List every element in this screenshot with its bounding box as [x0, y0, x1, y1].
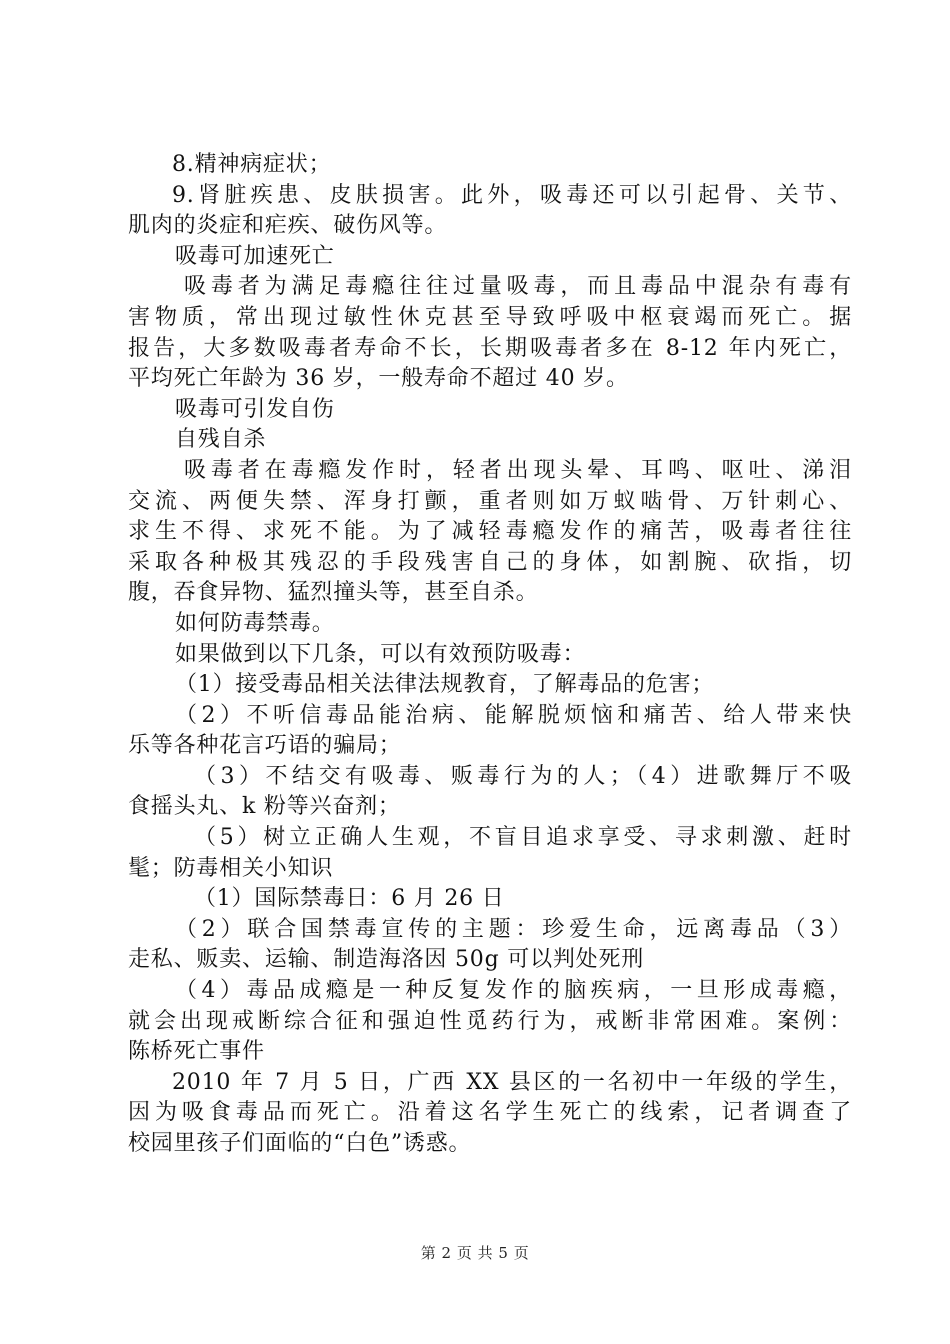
paragraph-line: 采取各种极其残忍的手段残害自己的身体，如割腕、砍指，切 [128, 549, 852, 575]
paragraph-line: 走私、贩卖、运输、制造海洛因 50g 可以判处死刑 [128, 947, 645, 973]
list-item: （1）接受毒品相关法律法规教育，了解毒品的危害； [175, 672, 715, 698]
paragraph-line: 校园里孩子们面临的“白色”诱惑。 [128, 1131, 472, 1156]
list-item: （2）不听信毒品能治病、能解脱烦恼和痛苦、给人带来快 [175, 702, 852, 728]
paragraph-line: 吸毒者在毒瘾发作时，轻者出现头晕、耳鸣、呕吐、涕泪 [184, 457, 852, 483]
paragraph-line: 乐等各种花言巧语的骗局； [128, 733, 402, 759]
paragraph-line: 报告，大多数吸毒者寿命不长，长期吸毒者多在 8-12 年内死亡， [128, 335, 852, 361]
paragraph-line: 9.肾脏疾患、皮肤损害。此外，吸毒还可以引起骨、关节、 [172, 182, 852, 208]
list-item: （5）树立正确人生观，不盲目追求享受、寻求刺激、赶时 [194, 825, 852, 851]
paragraph-line: 食摇头丸、k 粉等兴奋剂； [128, 794, 401, 820]
paragraph-line: 就会出现戒断综合征和强迫性觅药行为，戒断非常困难。案例： [128, 1008, 852, 1034]
list-item: （2）联合国禁毒宣传的主题：珍爱生命，远离毒品（3） [175, 916, 852, 942]
list-item: （1）国际禁毒日：6 月 26 日 [194, 886, 505, 912]
paragraph-line: 2010 年 7 月 5 日，广西 XX 县区的一名初中一年级的学生， [172, 1069, 852, 1095]
page-number-footer: 第 2 页 共 5 页 [420, 1244, 530, 1262]
paragraph-line: 害物质，常出现过敏性休克甚至导致呼吸中枢衰竭而死亡。据 [128, 304, 852, 330]
paragraph-line: 如果做到以下几条，可以有效预防吸毒： [175, 641, 586, 667]
paragraph-line: 腹，吞食异物、猛烈撞头等，甚至自杀。 [128, 580, 539, 606]
paragraph-line: 交流、两便失禁、浑身打颤，重者则如万蚁啮骨、万针刺心、 [128, 488, 852, 514]
paragraph-line: 肌肉的炎症和疟疾、破伤风等。 [128, 213, 448, 239]
paragraph-line: 因为吸食毒品而死亡。沿着这名学生死亡的线索，记者调查了 [128, 1100, 852, 1126]
paragraph-line: 髦；防毒相关小知识 [128, 855, 334, 881]
section-heading: 吸毒可加速死亡 [175, 243, 335, 269]
paragraph-line: 8.精神病症状； [172, 152, 332, 177]
section-heading: 吸毒可引发自伤 [175, 396, 335, 422]
document-body [128, 150, 852, 1160]
section-heading: 自残自杀 [175, 427, 267, 453]
paragraph-line: 陈桥死亡事件 [128, 1039, 265, 1065]
list-item: （3）不结交有吸毒、贩毒行为的人；（4）进歌舞厅不吸 [194, 763, 852, 789]
paragraph-line: 吸毒者为满足毒瘾往往过量吸毒，而且毒品中混杂有毒有 [184, 274, 852, 300]
paragraph-line: 平均死亡年龄为 36 岁，一般寿命不超过 40 岁。 [128, 366, 629, 392]
section-heading: 如何防毒禁毒。 [175, 610, 335, 636]
list-item: （4）毒品成瘾是一种反复发作的脑疾病，一旦形成毒瘾， [175, 978, 852, 1004]
paragraph-line: 求生不得、求死不能。为了减轻毒瘾发作的痛苦，吸毒者往往 [128, 519, 852, 545]
